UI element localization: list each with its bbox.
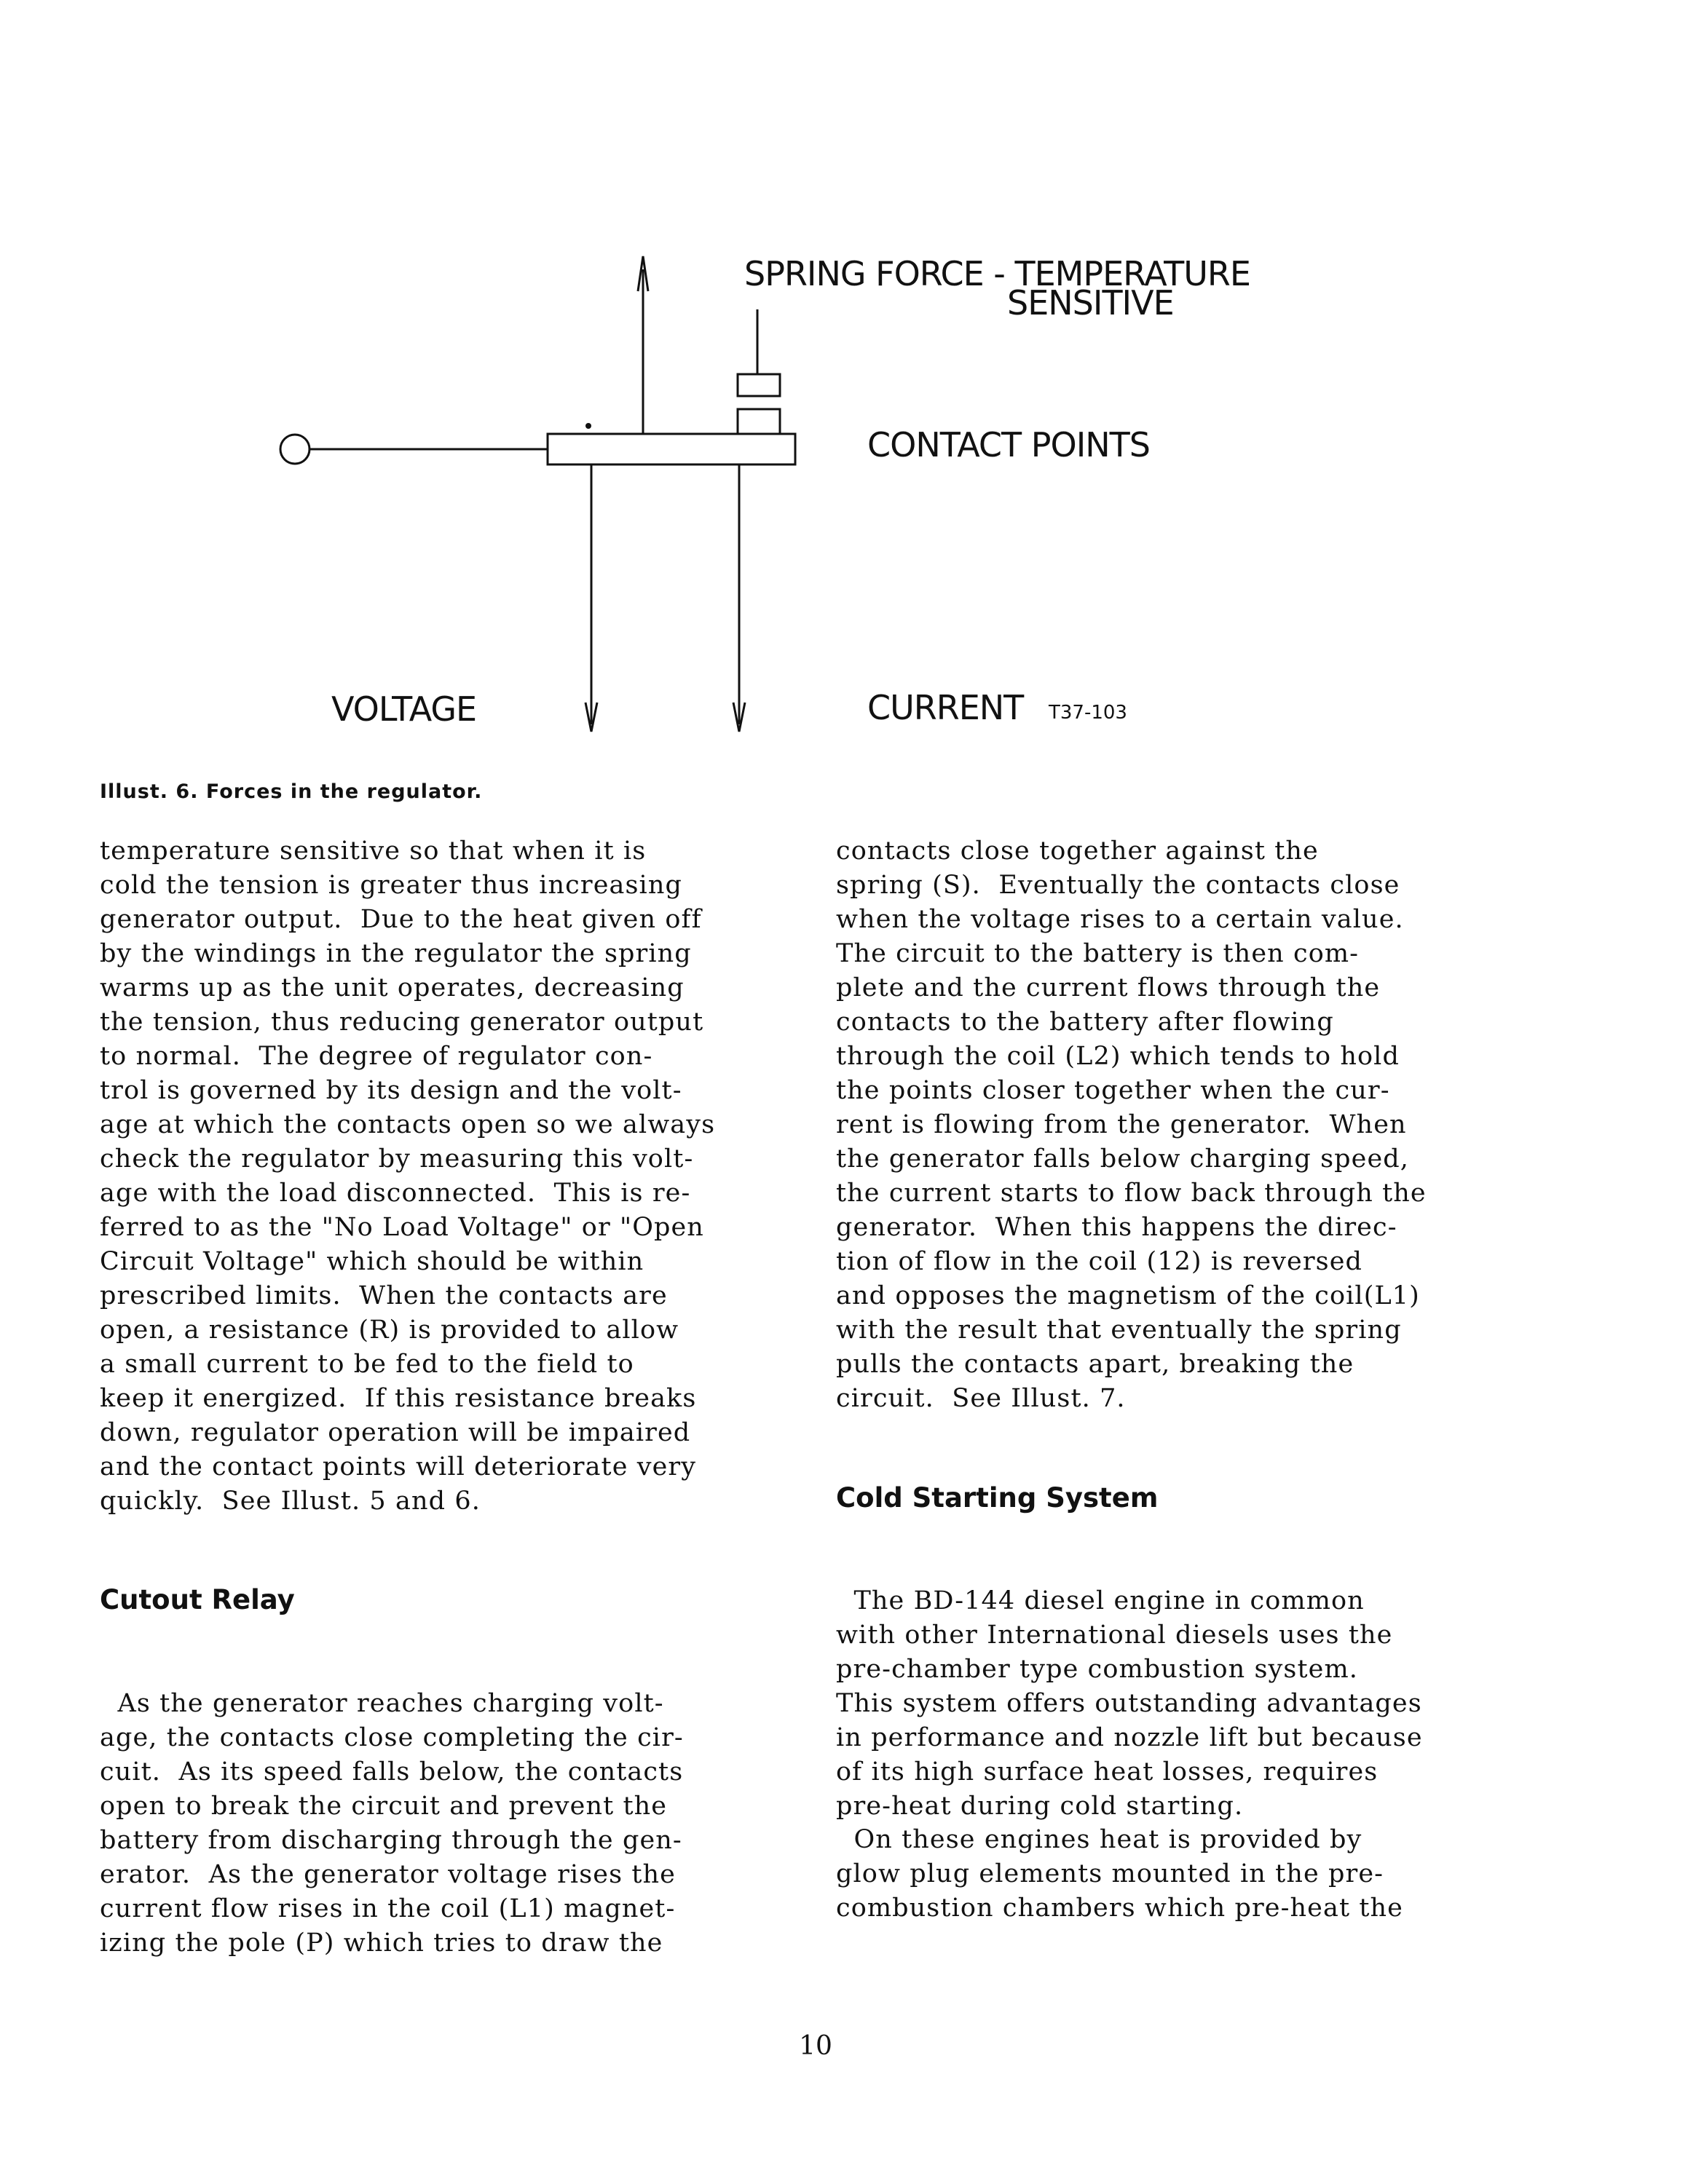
text-line: plete and the current flows through the bbox=[836, 973, 1381, 1002]
text-line: izing the pole (P) which tries to draw the bbox=[100, 1928, 663, 1958]
spring-force-label: SPRING FORCE - TEMPERATURE bbox=[744, 254, 1250, 293]
armature-bar bbox=[548, 434, 795, 464]
left-column-paragraph-1 bbox=[100, 834, 777, 1519]
text-line: with the result that eventually the spring bbox=[836, 1315, 1402, 1345]
text-line: generator. When this happens the direc- bbox=[836, 1213, 1397, 1242]
text-line: The BD-144 diesel engine in common bbox=[836, 1586, 1365, 1615]
text-line: open, a resistance (R) is provided to allow bbox=[100, 1315, 679, 1345]
text-line: contacts close together against the bbox=[836, 836, 1319, 866]
figure-caption: Illust. 6. Forces in the regulator. bbox=[100, 780, 483, 803]
text-line: rent is flowing from the generator. When bbox=[836, 1110, 1407, 1139]
text-line: ferred to as the "No Load Voltage" or "Open bbox=[100, 1213, 704, 1242]
text-line: temperature sensitive so that when it is bbox=[100, 836, 647, 866]
text-line: Circuit Voltage" which should be within bbox=[100, 1247, 644, 1276]
text-line: circuit. See Illust. 7. bbox=[836, 1384, 1126, 1413]
text-line: when the voltage rises to a certain value. bbox=[836, 905, 1404, 934]
figure-code: T37-103 bbox=[1049, 702, 1127, 724]
armature-dot bbox=[585, 423, 591, 429]
text-line: As the generator reaches charging volt- bbox=[100, 1689, 664, 1718]
text-line: tion of flow in the coil (12) is reversed bbox=[836, 1247, 1363, 1276]
text-line: age with the load disconnected. This is re- bbox=[100, 1179, 691, 1208]
regulator-forces-diagram bbox=[0, 0, 1688, 786]
right-column-paragraph-1 bbox=[836, 834, 1513, 1416]
text-line: in performance and nozzle lift but because bbox=[836, 1723, 1423, 1752]
text-line: through the coil (L2) which tends to hold bbox=[836, 1042, 1400, 1071]
text-line: This system offers outstanding advantages bbox=[836, 1689, 1422, 1718]
text-line: of its high surface heat losses, requires bbox=[836, 1757, 1379, 1787]
current-label: CURRENT bbox=[867, 688, 1024, 727]
pivot-circle bbox=[280, 435, 309, 464]
lower-contact-point bbox=[738, 409, 780, 434]
text-line: cuit. As its speed falls below, the contacts bbox=[100, 1757, 684, 1787]
sensitive-label: SENSITIVE bbox=[1007, 283, 1174, 323]
text-line: trol is governed by its design and the volt- bbox=[100, 1076, 682, 1105]
upper-contact-point bbox=[738, 374, 780, 396]
page-number: 10 bbox=[799, 2031, 832, 2061]
text-line: and opposes the magnetism of the coil(L1) bbox=[836, 1281, 1420, 1310]
right-column-paragraph-3 bbox=[836, 1823, 1513, 1926]
text-line: keep it energized. If this resistance breaks bbox=[100, 1384, 697, 1413]
text-line: contacts to the battery after flowing bbox=[836, 1008, 1334, 1037]
text-line: warms up as the unit operates, decreasing bbox=[100, 973, 685, 1002]
text-line: pulls the contacts apart, breaking the bbox=[836, 1350, 1354, 1379]
text-line: down, regulator operation will be impaired bbox=[100, 1418, 691, 1447]
text-line: prescribed limits. When the contacts are bbox=[100, 1281, 668, 1310]
text-line: and the contact points will deteriorate very bbox=[100, 1452, 697, 1481]
text-line: check the regulator by measuring this volt- bbox=[100, 1144, 694, 1174]
text-line: the points closer together when the cur- bbox=[836, 1076, 1390, 1105]
text-line: age, the contacts close completing the cir- bbox=[100, 1723, 684, 1752]
text-line: quickly. See Illust. 5 and 6. bbox=[100, 1487, 481, 1516]
text-line: On these engines heat is provided by bbox=[836, 1825, 1362, 1854]
right-column-paragraph-2 bbox=[836, 1584, 1513, 1824]
text-line: erator. As the generator voltage rises the bbox=[100, 1860, 676, 1889]
text-line: by the windings in the regulator the spring bbox=[100, 939, 692, 968]
text-line: with other International diesels uses the bbox=[836, 1621, 1393, 1650]
left-column-paragraph-2 bbox=[100, 1687, 777, 1961]
text-line: pre-chamber type combustion system. bbox=[836, 1655, 1358, 1684]
text-line: the generator falls below charging speed, bbox=[836, 1144, 1410, 1174]
voltage-label: VOLTAGE bbox=[331, 689, 477, 729]
text-line: the current starts to flow back through the bbox=[836, 1179, 1427, 1208]
text-line: a small current to be fed to the field to bbox=[100, 1350, 634, 1379]
text-line: to normal. The degree of regulator con- bbox=[100, 1042, 653, 1071]
text-line: battery from discharging through the gen- bbox=[100, 1826, 682, 1855]
text-line: spring (S). Eventually the contacts close bbox=[836, 871, 1400, 900]
text-line: The circuit to the battery is then com- bbox=[836, 939, 1360, 968]
text-line: pre-heat during cold starting. bbox=[836, 1792, 1244, 1821]
text-line: open to break the circuit and prevent the bbox=[100, 1792, 668, 1821]
text-line: current flow rises in the coil (L1) magnet- bbox=[100, 1894, 676, 1923]
text-line: the tension, thus reducing generator output bbox=[100, 1008, 704, 1037]
heading-cold-starting-system: Cold Starting System bbox=[836, 1482, 1159, 1514]
text-line: cold the tension is greater thus increasing bbox=[100, 871, 682, 900]
text-line: combustion chambers which pre-heat the bbox=[836, 1894, 1403, 1923]
text-line: generator output. Due to the heat given off bbox=[100, 905, 702, 934]
contact-points-label: CONTACT POINTS bbox=[867, 425, 1150, 464]
text-line: glow plug elements mounted in the pre- bbox=[836, 1859, 1384, 1888]
heading-cutout-relay: Cutout Relay bbox=[100, 1584, 295, 1615]
text-line: age at which the contacts open so we always bbox=[100, 1110, 716, 1139]
